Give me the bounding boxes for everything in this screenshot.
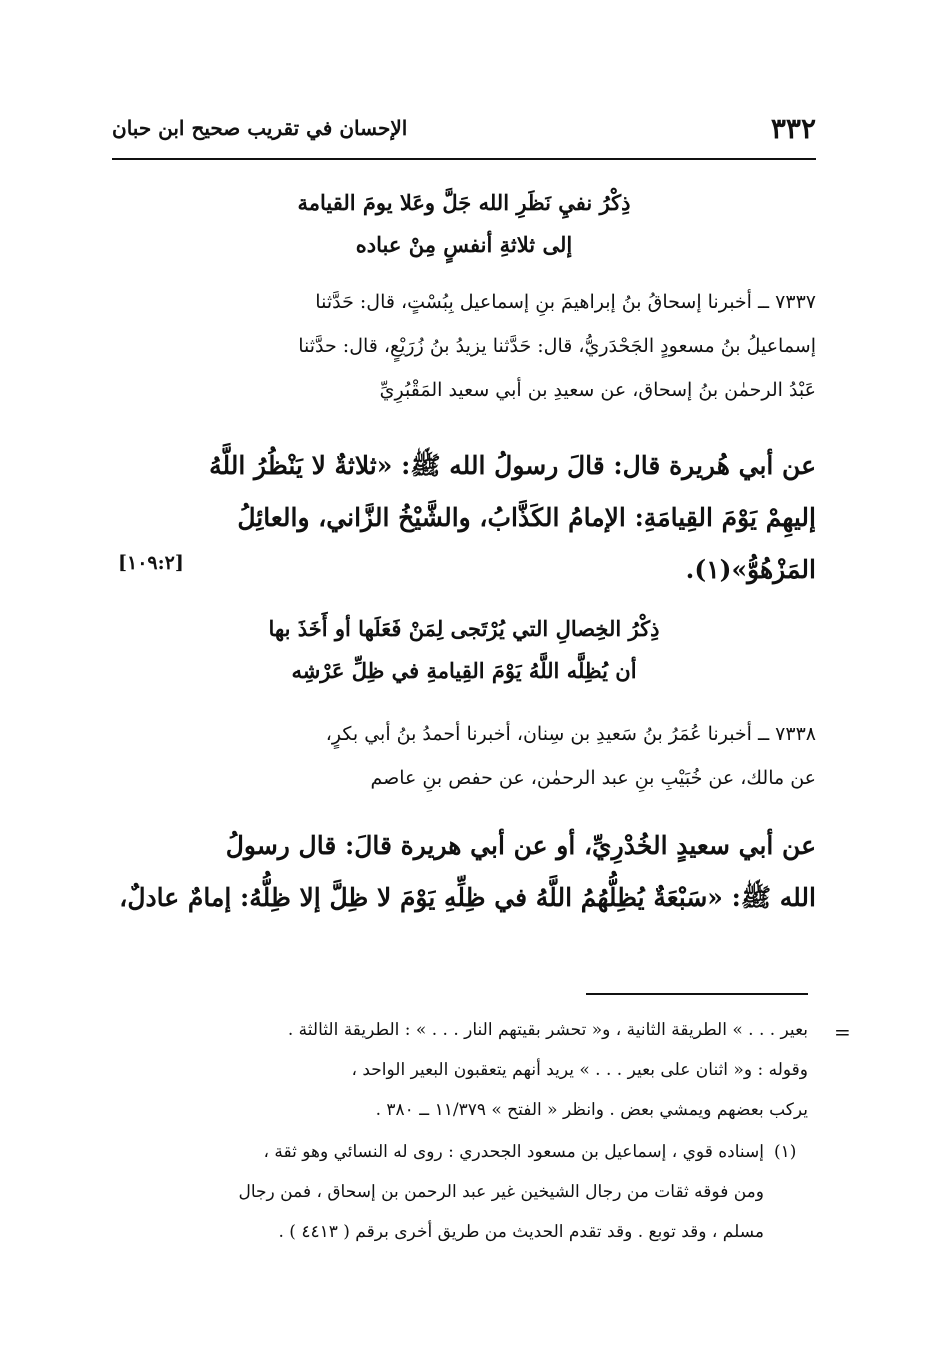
heading-line: أن يُظِلَّه اللَّهُ يَوْمَ القِيامةِ في ظِلِّ عَرْشِه: [291, 658, 637, 683]
footnote-line: إسناده قوي ، إسماعيل بن مسعود الجحدري : روى له النسائي وهو ثقة ،: [263, 1142, 764, 1162]
hadith-citation: [١٠٩:٢]: [118, 552, 184, 574]
footnote-line: مسلم ، وقد توبع . وقد تقدم الحديث من طريق أخرى برقم ( ٤٤١٣ ) .: [278, 1222, 764, 1242]
footnote-line: بعير . . . » الطريقة الثانية ، و« تحشر بقيتهم النار . . . » : الطريقة الثالثة .: [287, 1020, 808, 1040]
heading-line: ذِكْرُ نفيِ نَظَرِ الله جَلَّ وعَلا يومَ القيامة: [297, 190, 631, 215]
isnad-line: عن مالك، عن خُبَيْبِ بنِ عبد الرحمٰن، عن حفص بنِ عاصم: [370, 767, 816, 789]
isnad-line: عَبْدُ الرحمٰن بنُ إسحاق، عن سعيدِ بن أبي سعيد المَقْبُرِيِّ: [379, 379, 816, 401]
footnote-line: وقوله : و« اثنان على بعير . . . » يريد أنهم يتعقبون البعير الواحد ،: [351, 1060, 808, 1080]
heading-line: ذِكْرُ الخِصالِ التي يُرْتَجى لِمَنْ فَعَلَها أو أَخَذَ بها: [268, 616, 660, 641]
matn-line: الله ﷺ: «سَبْعَةٌ يُظِلُّهُمُ اللَّهُ في ظِلِّهِ يَوْمَ لا ظِلَّ إلا ظِلُّهُ: إمامٌ عادلٌ،: [119, 883, 816, 912]
header-rule: [112, 158, 816, 160]
isnad-line: إسماعيلُ بنُ مسعودٍ الجَحْدَريُّ، قال: حَدَّثنا يزيدُ بنُ زُرَيْعٍ، قال: حدَّثنا: [298, 335, 816, 357]
footnote-line: يركب بعضهم ويمشي بعض . وانظر « الفتح » ١١/٣٧٩ ــ ٣٨٠ .: [375, 1100, 808, 1120]
isnad-line: ٧٣٣٧ ــ أخبرنا إسحاقُ بنُ إبراهيمَ بنِ إسماعيل بِبُسْتٍ، قال: حَدَّثنا: [315, 291, 816, 313]
footnote-number: (١): [774, 1142, 797, 1162]
matn-line: عن أبي سعيدٍ الخُدْرِيِّ، أو عن أبي هريرة قالَ: قال رسولُ: [225, 831, 816, 860]
isnad-7338: [112, 712, 816, 800]
matn-line: عن أبي هُريرة قال: قالَ رسولُ الله ﷺ: «ثلاثةٌ لا يَنْظُرُ اللَّهُ: [209, 451, 816, 480]
isnad-7337: [112, 280, 816, 412]
matn-7337: [112, 440, 816, 596]
footnote-continuation-mark: =: [834, 1020, 851, 1044]
isnad-line: ٧٣٣٨ ــ أخبرنا عُمَرُ بنُ سَعيدِ بن سِنان، أخبرنا أحمدُ بنُ أبي بكرٍ،: [325, 723, 816, 745]
footnote-line: ومن فوقه ثقات من رجال الشيخين غير عبد الرحمن بن إسحاق ، فمن رجال: [238, 1182, 764, 1202]
footnote-rule: [586, 993, 808, 995]
footnote-1: [118, 1132, 764, 1252]
heading-line: إلى ثلاثةِ أنفسٍ مِنْ عباده: [355, 232, 573, 257]
matn-line: إليهِمْ يَوْمَ القِيامَةِ: الإمامُ الكَذَّابُ، والشَّيْخُ الزَّاني، والعائِلُ: [237, 503, 816, 532]
running-title: الإحسان في تقريب صحيح ابن حبان: [112, 116, 408, 140]
matn-line: المَزْهُوُّ»(١).: [685, 555, 816, 584]
section-heading-1: [112, 182, 816, 266]
matn-7338: [112, 820, 816, 924]
page-header: [112, 112, 816, 152]
page-number: ٣٣٢: [770, 112, 816, 145]
footnote-continuation: [118, 1010, 808, 1130]
section-heading-2: [112, 608, 816, 692]
